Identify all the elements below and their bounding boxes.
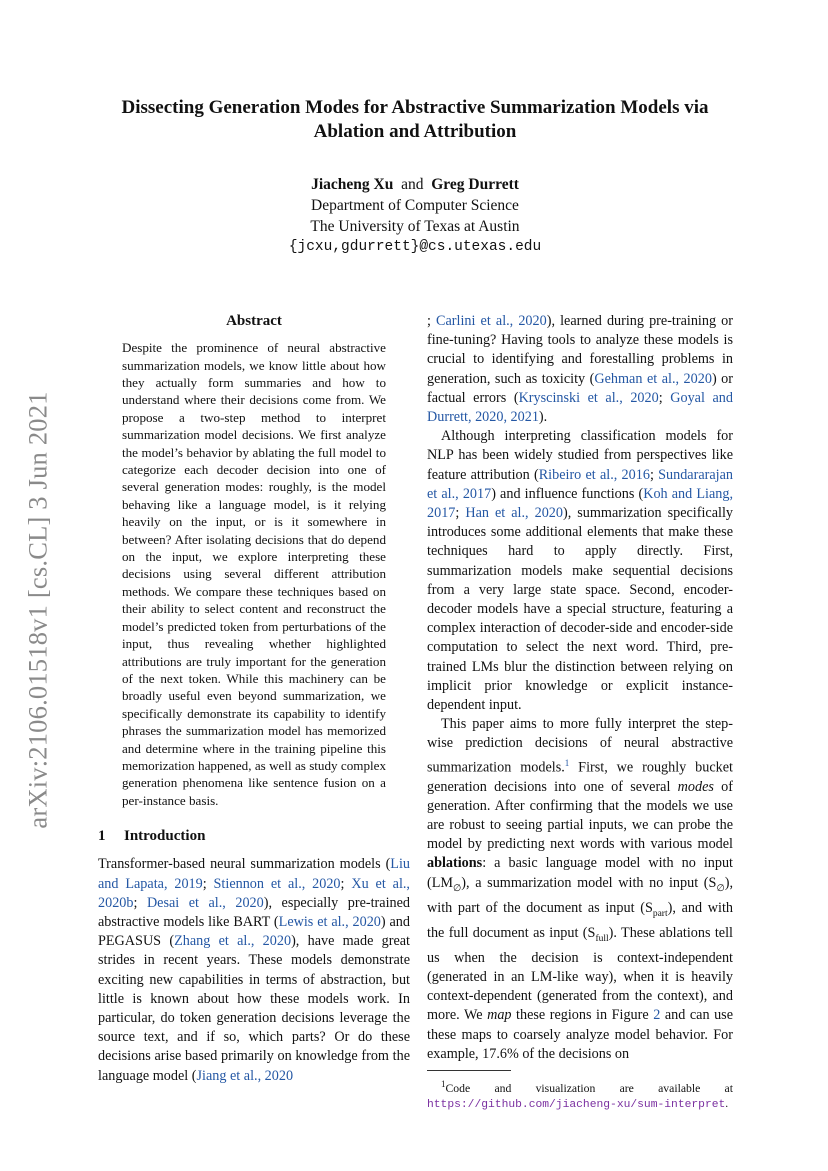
text-run: Although interpreting classification models for NLP has been widely studied from perspectives like feature attribution ( [427,428,733,483]
arxiv-stamp [8,380,68,840]
subscript-full: full [595,933,609,944]
footnote-text: Code and visualization are available at [445,1081,733,1095]
citation-link[interactable]: Xu et al., 2020b [98,875,410,911]
text-run: ) or factual errors ( [427,370,733,406]
text-run: ), learned during pre-training or fine-tuning? Having tools to analyze these models is crucial to identifying and forestalling problems in generation, such as toxicity ( [427,313,733,387]
bold-ablations: ablations [427,855,483,872]
footnote-marker[interactable]: 1 [564,757,570,768]
text-run: First, we roughly bucket generation decisions into one of several [427,759,733,795]
text-run: ), with part of the document as input (S [427,874,733,916]
arxiv-stamp-text: arXiv:2106.01518v1 [cs.CL] 3 Jun 2021 [22,391,53,829]
intro-paragraph-1 [98,855,410,1085]
citation-link[interactable]: Liu and Lapata, 2019 [98,856,410,892]
citation-link[interactable]: Stiennon et al., 2020 [213,875,341,892]
text-run: and can use these maps to coarsely analyze model behavior. For example, 17.6% of the decisions on [427,1007,733,1062]
citation-link[interactable]: Ribeiro et al., 2016 [538,466,650,483]
abstract-heading: Abstract [226,313,282,329]
citation-link[interactable]: Han et al., 2020 [465,505,563,522]
text-run: of generation. After confirming that the models we use are robust to seeing partial inputs, we can probe the model by predicting next words with various model [427,778,733,853]
section-title: Introduction [124,828,206,845]
section-heading-introduction [98,827,410,846]
subscript-part: part [652,908,668,919]
text-run: ; [340,875,352,892]
author-1: Jiacheng Xu [311,176,394,193]
section-number: 1 [98,828,106,845]
author-block [200,174,630,258]
citation-link[interactable]: Goyal and Durrett, 2020, 2021 [427,389,733,426]
text-run: ) and PEGASUS ( [98,913,410,950]
text-run: Transformer-based neural summarization models ( [98,856,391,873]
citation-link[interactable]: Carlini et al., 2020 [436,313,547,329]
text-run: these regions in Figure [511,1007,654,1024]
footnote [427,1077,733,1113]
text-run: ), have made great strides in recent years. These models demonstrate exciting new capabilities in terms of abstraction, but little is known about how these models work. In particular, do token generation decisions leverage the source text, and if so, which parts? Or do these decisions arise based primarily on knowledge from the language model ( [98,933,410,1084]
author-names [200,174,630,195]
text-run: ; [649,466,659,483]
text-run: ), summarization specifically introduces some additional elements that make these techniques hard to apply directly. First, summarization models make sequential decisions from a very large state space. Second, encoder-decoder models have a special structure, featuring a complex interaction of decoder-side and encoder-side computation to select the next word. Third, pre-trained LMs blur the distinction between relying on implicit prior knowledge or explicit instance-dependent input. [427,505,733,714]
footnote-end: . [725,1096,729,1110]
text-run: This paper aims to more fully interpret the step-wise prediction decisions of neural abstractive summarization models. [427,716,733,776]
text-run: ), especially pre-trained abstractive models like BART ( [98,894,410,930]
text-run: ; [427,313,437,329]
text-run: ; [202,875,214,892]
author-2: Greg Durrett [431,176,519,193]
affiliation-university: The University of Texas at Austin [310,218,520,235]
text-run: ). [538,409,548,426]
footnote-url-link[interactable]: https://github.com/jiacheng-xu/sum-interpret [427,1098,726,1111]
citation-link[interactable]: Zhang et al., 2020 [174,933,292,950]
text-run: ). These ablations tell us when the decision is context-independent (generated in an LM-like way), when it is heavily context-dependent (generated from the context), and more. We [427,924,733,1024]
text-run: : a basic language model with no input (LM [427,855,733,891]
footnote-mark: 1 [441,1078,446,1089]
emphasis-modes: modes [677,778,714,795]
right-column [427,312,733,1113]
abstract-text: Despite the prominence of neural abstractive summarization models, we know little about how they actually form summaries and how to understand where their decisions come from. We propose a two-step method to interpret summarization model decisions. We first analyze the model’s behavior by ablating the full model to categorize each decoder decision into one of several generation modes: roughly, is the model behaving like a language model, is it relying heavily on the input, or is it somewhere in between? After isolating decisions that do depend on the input, we explore interpreting these decisions using several different attribution methods. We compare these techniques based on their ability to select content and reconstruct the model’s predicted token from perturbations of the input, thus revealing whether highlighted attributions are truly important for the generation of the next token. While this machinery can be broadly useful even beyond summarization, we specifically demonstrate its capability to identify phrases the summarization model has memorized and determine where in the training pipeline this memorization happened, as well as study complex generation phenomena like sentence fusion on a per-instance basis. [122,340,386,808]
emphasis-map: map [487,1007,512,1024]
author-and: and [401,176,424,193]
text-run: ; [133,894,147,911]
citation-link[interactable]: Gehman et al., 2020 [594,370,712,387]
citation-link[interactable]: Koh and Liang, 2017 [427,485,734,522]
subscript-empty-set: ∅ [453,883,462,894]
intro-paragraph-2 [427,427,733,715]
citation-link[interactable]: Desai et al., 2020 [146,894,264,911]
citation-link[interactable]: Jiang et al., 2020 [196,1067,294,1084]
text-run: ; [658,389,671,406]
intro-paragraph-3 [427,715,733,1064]
author-email: {jcxu,gdurrett}@cs.utexas.edu [288,239,542,255]
intro-paragraph-1-continued [427,312,733,427]
citation-link[interactable]: Lewis et al., 2020 [278,913,381,930]
left-column [98,312,410,1086]
subscript-empty-set: ∅ [716,883,725,894]
text-run: ; [455,505,466,522]
paper-title: Dissecting Generation Modes for Abstractive Summarization Models via Ablation and Attribution [121,97,709,142]
affiliation-department: Department of Computer Science [311,197,519,214]
text-run: ), and with the full document as input (S [427,899,733,941]
figure-reference-link[interactable]: 2 [653,1007,661,1024]
citation-link[interactable]: Sundararajan et al., 2017 [427,466,733,502]
text-run: ) and influence functions ( [491,485,644,502]
text-run: ), a summarization model with no input (S [461,874,717,891]
footnote-rule [427,1070,511,1071]
citation-link[interactable]: Kryscinski et al., 2020 [518,389,659,406]
